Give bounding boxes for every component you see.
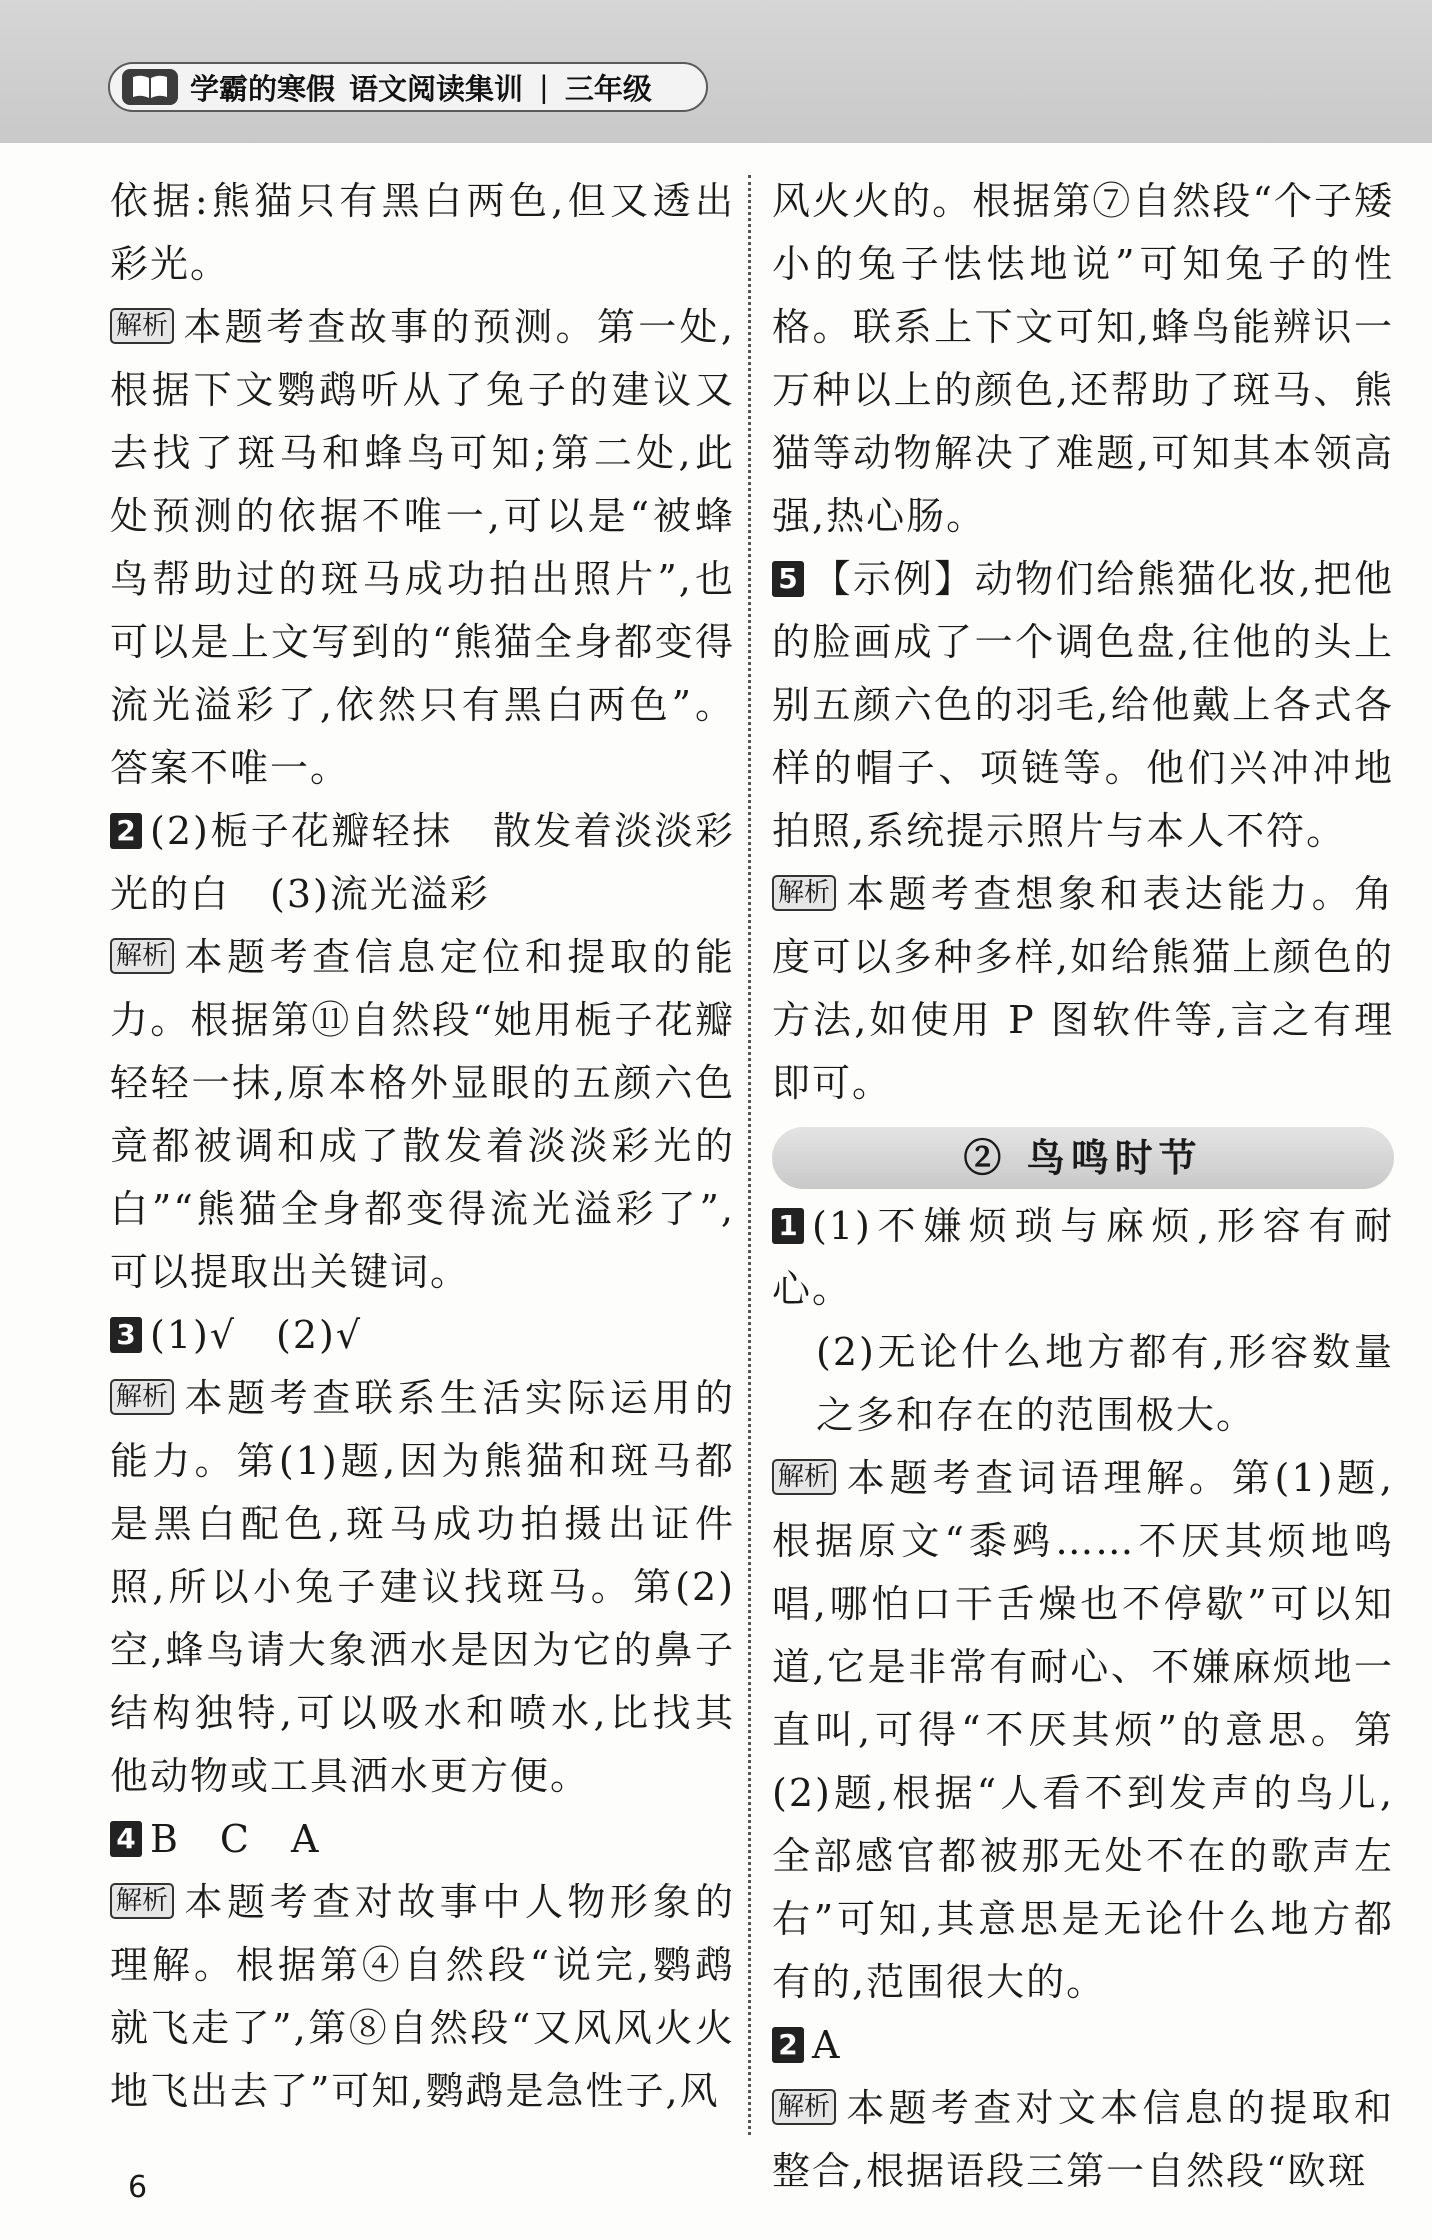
open-book-icon [122,69,178,105]
answer-text: 依据:熊猫只有黑白两色,但又透出彩光。 [110,179,735,286]
answer-item [772,548,1394,863]
answer-text: (2)无论什么地方都有,形容数量之多和存在的范围极大。 [816,1330,1394,1437]
answer-text: (2)栀子花瓣轻抹 散发着淡淡彩光的白 (3)流光溢彩 [110,809,735,916]
answer-item [110,800,735,926]
question-number-badge: 4 [110,1821,142,1857]
analysis-tag: 解析 [772,2089,836,2125]
answer-text: A [812,2023,842,2067]
analysis-tag: 解析 [772,875,836,911]
analysis-block [110,296,735,800]
answer-item [772,1195,1394,1321]
question-number-badge: 1 [772,1208,804,1244]
analysis-block [772,863,1394,1115]
answer-text: (1)不嫌烦琐与麻烦,形容有耐心。 [772,1204,1394,1311]
book-title: 学霸的寒假 [190,71,336,106]
page-number: 6 [128,2170,148,2205]
question-number-badge: 3 [110,1317,142,1353]
analysis-text: 本题考查对故事中人物形象的理解。根据第④自然段“说完,鹦鹉就飞走了”,第⑧自然段“又风风火火地飞出去了”可知,鹦鹉是急性子,风 [110,1880,735,2113]
analysis-block [772,1447,1394,2014]
analysis-tag: 解析 [110,1883,174,1919]
answer-text: 风火火的。根据第⑦自然段“个子矮小的兔子怯怯地说”可知兔子的性格。联系上下文可知,蜂鸟能辨识一万种以上的颜色,还帮助了斑马、熊猫等动物解决了难题,可知其本领高强,热心肠。 [772,179,1394,538]
analysis-text: 本题考查想象和表达能力。角度可以多种多样,如给熊猫上颜色的方法,如使用 P 图软件等,言之有理即可。 [772,872,1394,1105]
page-header-band [0,0,1432,143]
analysis-block [110,1367,735,1808]
grade-label: 三年级 [564,71,652,106]
question-number-badge: 5 [772,561,804,597]
book-header-label [108,62,708,112]
section-title: ② 鸟鸣时节 [772,1127,1394,1189]
answer-text: (1)√ (2)√ [150,1313,363,1357]
answer-text: B C A [150,1817,321,1861]
analysis-text: 本题考查词语理解。第(1)题,根据原文“黍鹀……不厌其烦地鸣唱,哪怕口干舌燥也不停歇”可以知道,它是非常有耐心、不嫌麻烦地一直叫,可得“不厌其烦”的意思。第(2)题,根据“人看不到发声的鸟儿,全部感官都被那无处不在的歌声左右”可知,其意思是无论什么地方都有的,范围很大的。 [772,1456,1394,2004]
question-number-badge: 2 [110,813,142,849]
answer-item [110,1304,735,1367]
answer-text: 【示例】动物们给熊猫化妆,把他的脸画成了一个调色盘,往他的头上别五颜六色的羽毛,给他戴上各式各样的帽子、项链等。他们兴冲冲地拍照,系统提示照片与本人不符。 [772,557,1394,853]
book-subtitle: 语文阅读集训 [349,71,524,106]
analysis-block [110,1871,735,2123]
analysis-text: 本题考查信息定位和提取的能力。根据第⑪自然段“她用栀子花瓣轻轻一抹,原本格外显眼的五颜六色竟都被调和成了散发着淡淡彩光的白”“熊猫全身都变得流光溢彩了”,可以提取出关键词。 [110,935,735,1294]
analysis-tag: 解析 [110,938,174,974]
answer-item [110,1808,735,1871]
question-number-badge: 2 [772,2027,804,2063]
analysis-text: 本题考查故事的预测。第一处,根据下文鹦鹉听从了兔子的建议又去找了斑马和蜂鸟可知;第二处,此处预测的依据不唯一,可以是“被蜂鸟帮助过的斑马成功拍出照片”,也可以是上文写到的“熊猫全身都变得流光溢彩了,依然只有黑白两色”。答案不唯一。 [110,305,735,790]
analysis-block [772,2077,1394,2203]
column-divider [748,175,751,2135]
right-column [772,170,1394,2203]
analysis-tag: 解析 [110,308,174,344]
analysis-text: 本题考查联系生活实际运用的能力。第(1)题,因为熊猫和斑马都是黑白配色,斑马成功拍摄出证件照,所以小兔子建议找斑马。第(2)空,蜂鸟请大象洒水是因为它的鼻子结构独特,可以吸水和喷水,比找其他动物或工具洒水更方便。 [110,1376,735,1798]
header-separator: | [539,70,549,104]
analysis-block [110,926,735,1304]
left-column [110,170,735,2123]
analysis-tag: 解析 [110,1379,174,1415]
analysis-tag: 解析 [772,1459,836,1495]
analysis-text: 本题考查对文本信息的提取和整合,根据语段三第一自然段“欧斑 [772,2086,1394,2193]
answer-item [772,2014,1394,2077]
